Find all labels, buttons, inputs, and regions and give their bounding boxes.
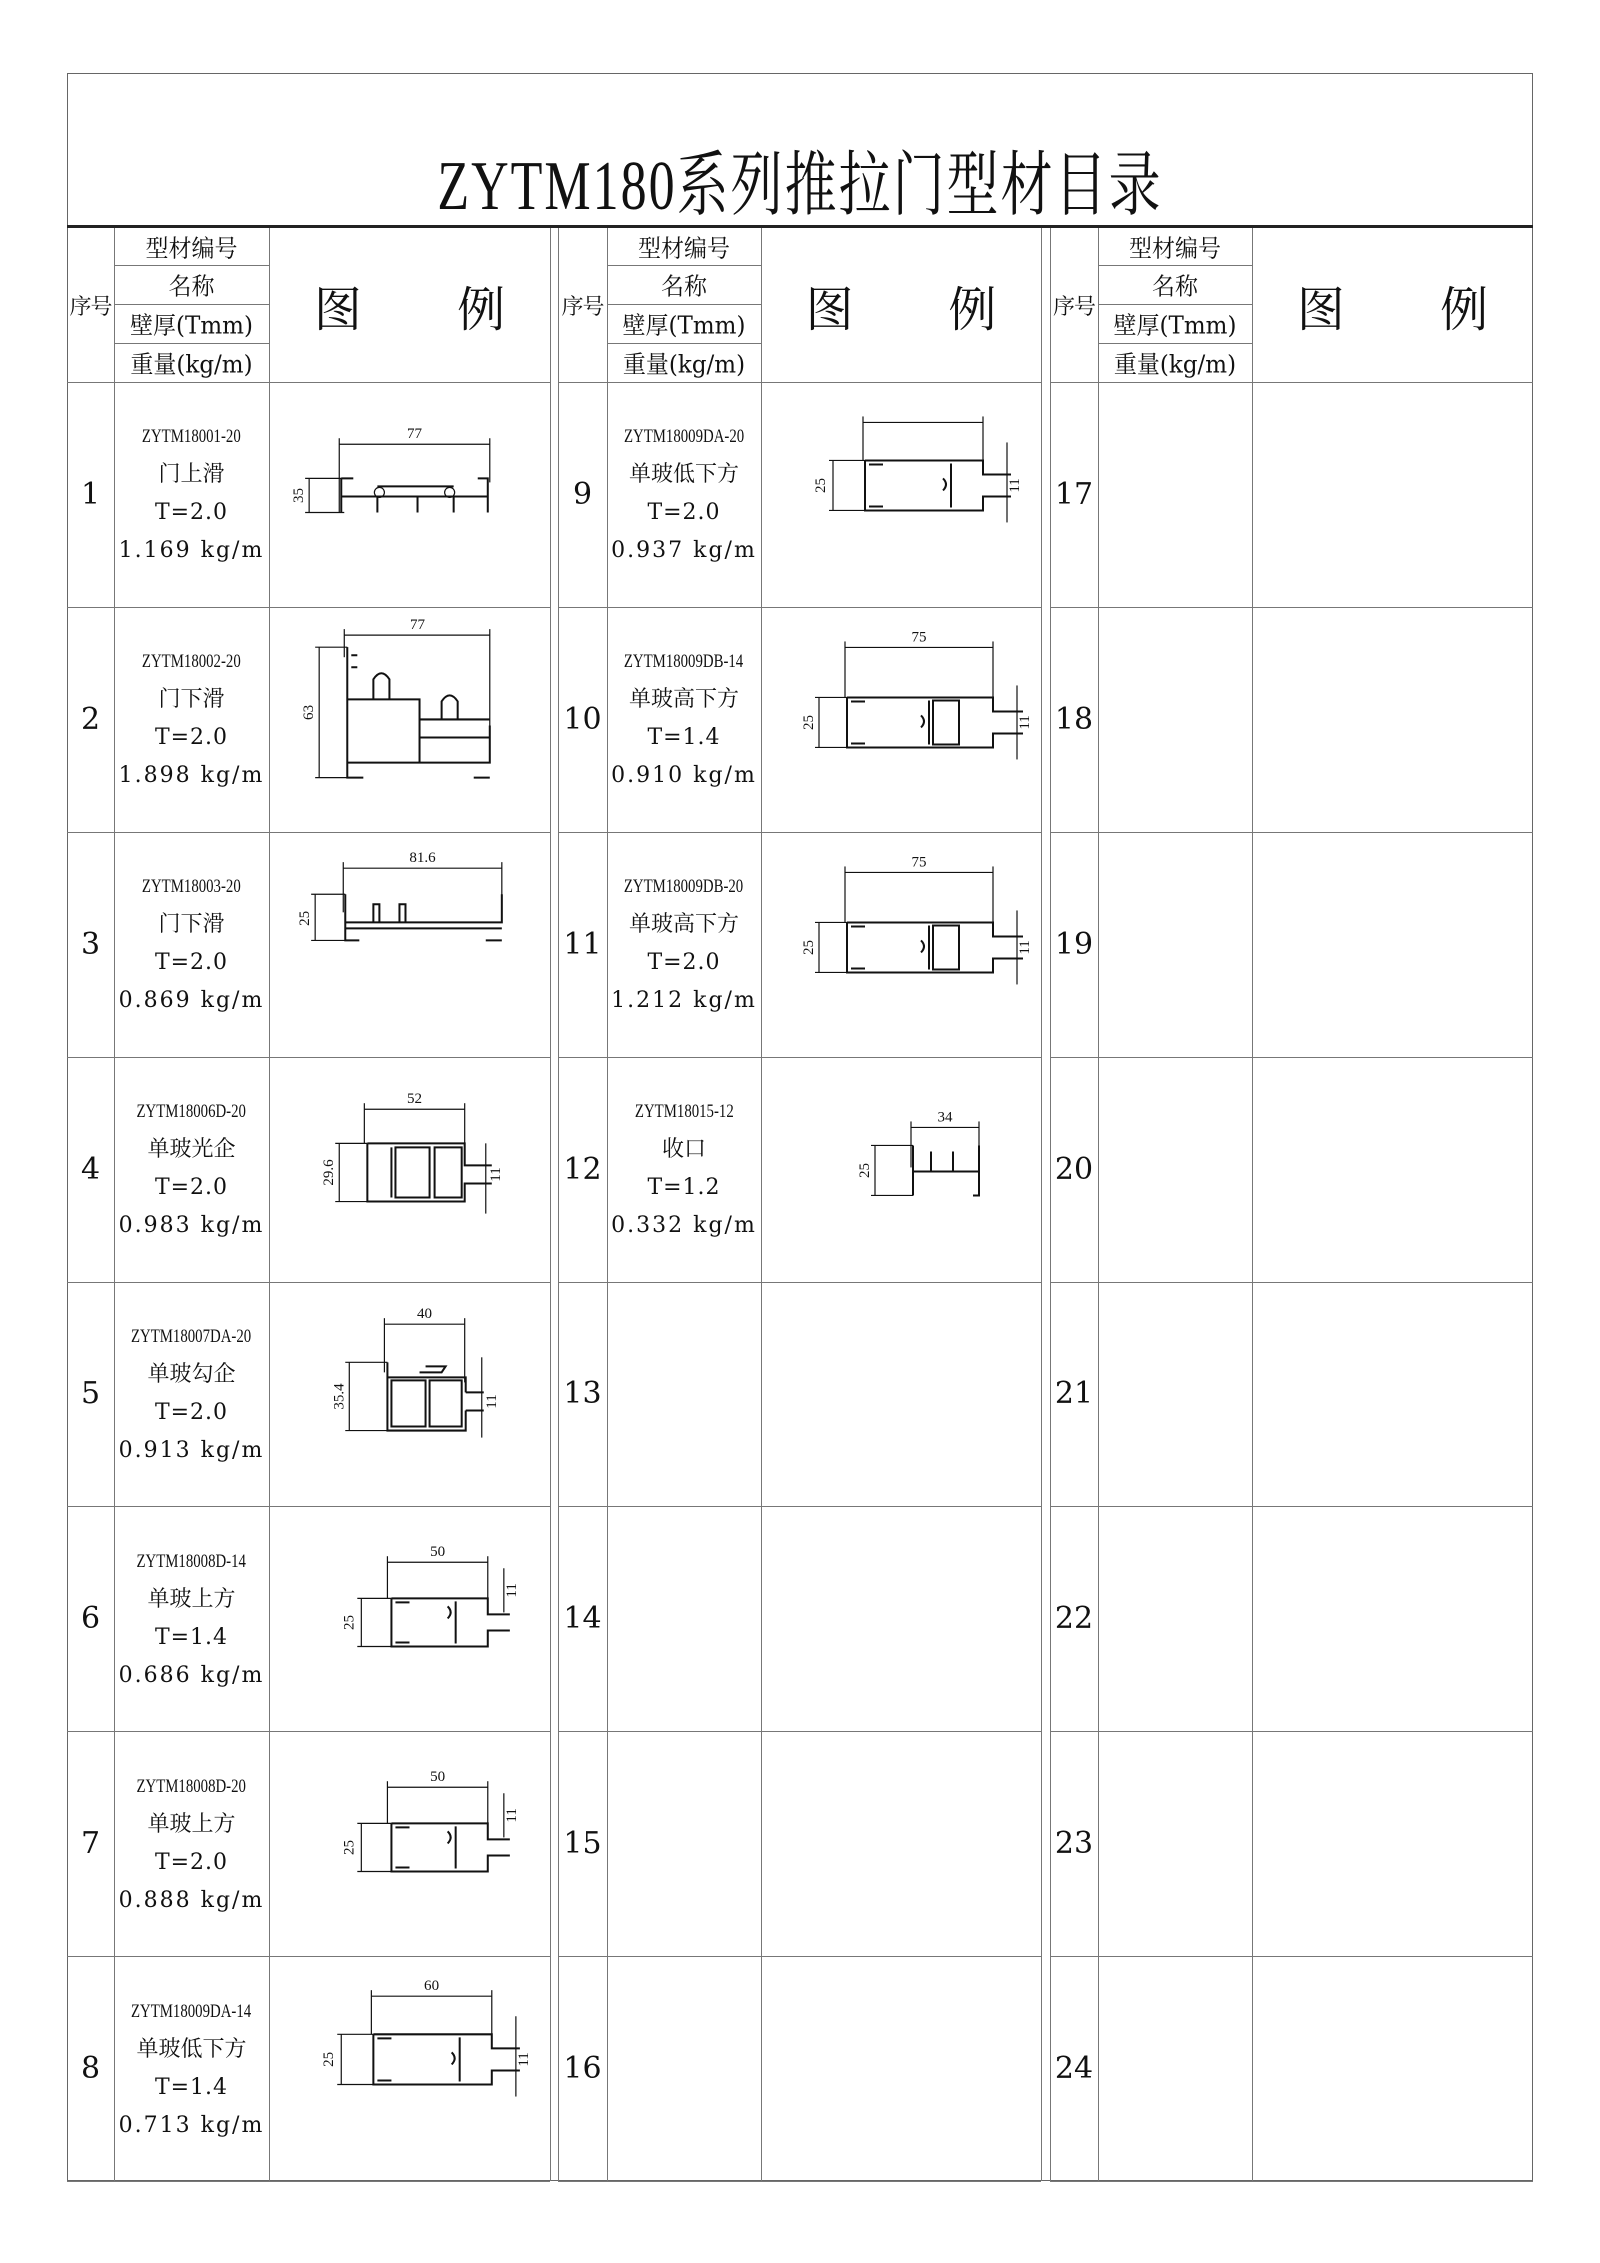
row-number: 8 xyxy=(80,2051,101,2087)
dimension-label: 34 xyxy=(937,1109,953,1126)
header-code: 型材编号 xyxy=(145,235,238,263)
profile-drawing xyxy=(1252,832,1533,1057)
profile-thickness: T=2.0 xyxy=(647,500,721,526)
profile-weight: 1.169 kg/m xyxy=(118,538,265,564)
dimension-label: 75 xyxy=(911,854,927,871)
profile-code: ZYTM18006D-20 xyxy=(136,1101,247,1123)
profile-drawing xyxy=(269,607,550,832)
profile-cross-section-icon xyxy=(269,1956,550,2181)
row-number: 23 xyxy=(1054,1826,1094,1862)
header-weight: 重量(kg/m) xyxy=(130,351,253,379)
profile-drawing xyxy=(1252,1956,1533,2181)
header-name: 名称 xyxy=(168,273,215,301)
dimension-label: 25 xyxy=(341,1615,358,1631)
profile-cross-section-icon xyxy=(269,382,550,607)
row-number: 11 xyxy=(563,926,602,962)
profile-code: ZYTM18002-20 xyxy=(142,651,241,673)
dimension-label: 50 xyxy=(430,1544,446,1561)
profile-info xyxy=(1098,1057,1252,1282)
profile-info xyxy=(607,1057,761,1282)
profile-info xyxy=(114,382,269,607)
profile-weight: 0.332 kg/m xyxy=(611,1213,757,1239)
profile-code: ZYTM18008D-20 xyxy=(136,1775,247,1797)
header-seq: 序号 xyxy=(1052,294,1095,320)
row-number: 1 xyxy=(80,476,101,512)
profile-info xyxy=(1098,832,1252,1057)
dimension-label: 11 xyxy=(487,1166,504,1182)
row-number: 20 xyxy=(1054,1151,1094,1187)
row-number: 21 xyxy=(1054,1376,1094,1412)
profile-info xyxy=(114,1282,269,1507)
profile-cross-section-icon xyxy=(761,1057,1041,1282)
row-number: 17 xyxy=(1054,476,1094,512)
profile-cross-section-icon xyxy=(269,1057,550,1282)
profile-weight: 0.913 kg/m xyxy=(118,1437,265,1463)
dimension-label: 11 xyxy=(1017,715,1033,730)
profile-name: 单玻上方 xyxy=(147,1586,236,1612)
profile-weight: 1.212 kg/m xyxy=(611,988,757,1014)
profile-thickness: T=2.0 xyxy=(154,725,229,751)
profile-thickness: T=2.0 xyxy=(647,950,721,976)
profile-name: 门下滑 xyxy=(158,687,225,713)
profile-drawing xyxy=(1252,1282,1533,1507)
header-thickness: 壁厚(Tmm) xyxy=(622,312,746,340)
profile-cross-section-icon xyxy=(761,382,1041,607)
profile-info xyxy=(114,832,269,1057)
profile-thickness: T=1.4 xyxy=(154,2074,229,2100)
profile-drawing xyxy=(761,832,1041,1057)
profile-name: 单玻高下方 xyxy=(628,687,739,713)
profile-info xyxy=(607,382,761,607)
dimension-label: 25 xyxy=(857,1162,873,1178)
profile-name: 单玻低下方 xyxy=(136,2036,247,2062)
profile-name: 单玻高下方 xyxy=(628,912,739,938)
dimension-label: 60 xyxy=(424,1978,440,1995)
dimension-label: 35 xyxy=(291,487,308,503)
row-number: 14 xyxy=(563,1601,602,1637)
profile-drawing xyxy=(269,1731,550,1956)
dimension-label: 25 xyxy=(341,1840,358,1856)
profile-name: 单玻上方 xyxy=(147,1811,236,1837)
header-thickness: 壁厚(Tmm) xyxy=(1113,312,1237,340)
row-number: 22 xyxy=(1054,1601,1094,1637)
row-number: 19 xyxy=(1054,926,1094,962)
profile-drawing xyxy=(1252,382,1533,607)
row-number: 3 xyxy=(80,926,101,962)
row-number: 12 xyxy=(563,1151,602,1187)
profile-info xyxy=(114,1057,269,1282)
profile-info xyxy=(1098,382,1252,607)
dimension-label: 81.6 xyxy=(409,849,436,866)
profile-code: ZYTM18009DA-20 xyxy=(623,426,745,448)
dimension-label: 25 xyxy=(813,477,829,493)
dimension-label: 25 xyxy=(801,714,817,730)
dimension-label: 11 xyxy=(483,1393,500,1409)
profile-drawing xyxy=(1252,607,1533,832)
profile-cross-section-icon xyxy=(269,832,550,1057)
profile-thickness: T=2.0 xyxy=(154,1175,229,1201)
profile-drawing xyxy=(761,1956,1041,2181)
row-line xyxy=(67,2181,550,2182)
profile-drawing xyxy=(761,1506,1041,1731)
profile-code: ZYTM18009DB-14 xyxy=(624,651,744,673)
profile-name: 收口 xyxy=(661,1137,706,1163)
header-code: 型材编号 xyxy=(638,235,730,263)
dimension-label: 25 xyxy=(801,939,817,955)
dimension-label: 11 xyxy=(503,1583,520,1598)
profile-weight: 0.937 kg/m xyxy=(611,538,757,564)
profile-weight: 0.713 kg/m xyxy=(118,2112,265,2138)
row-number: 9 xyxy=(572,476,593,512)
profile-info xyxy=(607,1956,761,2181)
row-number: 6 xyxy=(80,1601,101,1637)
profile-cross-section-icon xyxy=(269,607,550,832)
header-thickness: 壁厚(Tmm) xyxy=(130,312,253,340)
profile-info xyxy=(607,1282,761,1507)
dimension-label: 25 xyxy=(321,2052,338,2068)
row-number: 24 xyxy=(1054,2051,1094,2087)
profile-weight: 0.888 kg/m xyxy=(118,1887,265,1913)
row-number: 2 xyxy=(80,701,101,737)
profile-thickness: T=2.0 xyxy=(154,1399,229,1425)
profile-drawing xyxy=(761,382,1041,607)
profile-info xyxy=(1098,1282,1252,1507)
row-number: 13 xyxy=(563,1376,602,1412)
dimension-label: 77 xyxy=(410,616,426,633)
profile-info xyxy=(607,607,761,832)
profile-code: ZYTM18003-20 xyxy=(142,876,241,898)
dimension-label: 75 xyxy=(911,629,927,646)
profile-thickness: T=2.0 xyxy=(154,500,229,526)
profile-cross-section-icon xyxy=(761,607,1041,832)
profile-info xyxy=(607,1506,761,1731)
profile-cross-section-icon xyxy=(761,832,1041,1057)
profile-code: ZYTM18009DA-14 xyxy=(131,2000,252,2022)
profile-weight: 0.869 kg/m xyxy=(118,988,265,1014)
header-seq: 序号 xyxy=(561,294,604,320)
profile-info xyxy=(607,832,761,1057)
profile-thickness: T=1.4 xyxy=(154,1624,229,1650)
profile-code: ZYTM18009DB-20 xyxy=(624,876,744,898)
profile-drawing xyxy=(761,1731,1041,1956)
header-name: 名称 xyxy=(661,273,707,301)
profile-cross-section-icon xyxy=(269,1506,550,1731)
dimension-label: 52 xyxy=(406,1090,423,1107)
page-title: ZYTM180系列推拉门型材目录 xyxy=(437,148,1163,226)
profile-code: ZYTM18015-12 xyxy=(634,1101,734,1123)
profile-drawing xyxy=(1252,1057,1533,1282)
profile-drawing xyxy=(269,1956,550,2181)
profile-code: ZYTM18007DA-20 xyxy=(131,1325,252,1347)
dimension-label: 50 xyxy=(430,1769,446,1786)
profile-info xyxy=(114,1731,269,1956)
dimension-label: 11 xyxy=(1017,939,1033,955)
profile-cross-section-icon xyxy=(269,1731,550,1956)
profile-info xyxy=(1098,1956,1252,2181)
row-number: 18 xyxy=(1054,701,1094,737)
profile-code: ZYTM18001-20 xyxy=(142,426,241,448)
profile-info xyxy=(607,1731,761,1956)
profile-weight: 0.910 kg/m xyxy=(611,763,757,789)
header-legend-right: 例 xyxy=(457,281,506,338)
section-separator-line xyxy=(550,228,551,2181)
profile-thickness: T=1.4 xyxy=(647,725,721,751)
header-seq: 序号 xyxy=(69,294,112,320)
row-number: 15 xyxy=(563,1826,602,1862)
profile-thickness: T=2.0 xyxy=(154,950,229,976)
header-legend-right: 例 xyxy=(1440,281,1489,338)
profile-drawing xyxy=(1252,1506,1533,1731)
section-separator-line xyxy=(1041,228,1042,2181)
dimension-label: 77 xyxy=(406,426,423,443)
header-name: 名称 xyxy=(1152,273,1198,301)
row-number: 10 xyxy=(563,701,602,737)
profile-info xyxy=(1098,1731,1252,1956)
profile-name: 单玻低下方 xyxy=(628,462,739,488)
profile-drawing xyxy=(761,1282,1041,1507)
profile-drawing xyxy=(1252,1731,1533,1956)
dimension-label: 35.4 xyxy=(331,1382,348,1410)
row-line xyxy=(558,2181,1041,2182)
row-line xyxy=(1050,2181,1533,2182)
dimension-label: 11 xyxy=(503,1808,520,1823)
row-number: 7 xyxy=(80,1826,101,1862)
row-number: 4 xyxy=(80,1151,101,1187)
dimension-label: 11 xyxy=(515,2052,532,2067)
profile-name: 单玻勾企 xyxy=(147,1361,236,1387)
dimension-label: 11 xyxy=(1007,478,1023,493)
header-weight: 重量(kg/m) xyxy=(622,351,746,379)
profile-drawing xyxy=(269,1057,550,1282)
profile-name: 门下滑 xyxy=(158,912,225,938)
profile-drawing xyxy=(761,607,1041,832)
profile-info xyxy=(114,607,269,832)
profile-weight: 1.898 kg/m xyxy=(118,763,265,789)
profile-code: ZYTM18008D-14 xyxy=(136,1550,247,1572)
profile-weight: 0.686 kg/m xyxy=(118,1662,265,1688)
profile-info xyxy=(1098,607,1252,832)
dimension-label: 63 xyxy=(301,704,318,720)
title-band xyxy=(67,73,1533,228)
header-weight: 重量(kg/m) xyxy=(1113,351,1237,379)
dimension-label: 29.6 xyxy=(321,1158,338,1186)
profile-thickness: T=1.2 xyxy=(647,1175,721,1201)
dimension-label: 25 xyxy=(297,910,314,926)
header-legend-left: 图 xyxy=(1296,281,1345,338)
profile-drawing xyxy=(761,1057,1041,1282)
row-number: 5 xyxy=(80,1376,101,1412)
profile-weight: 0.983 kg/m xyxy=(118,1213,265,1239)
profile-drawing xyxy=(269,382,550,607)
profile-drawing xyxy=(269,1282,550,1507)
profile-info xyxy=(114,1506,269,1731)
profile-info xyxy=(1098,1506,1252,1731)
profile-drawing xyxy=(269,1506,550,1731)
profile-thickness: T=2.0 xyxy=(154,1849,229,1875)
header-code: 型材编号 xyxy=(1129,235,1221,263)
header-legend-left: 图 xyxy=(805,281,854,338)
profile-info xyxy=(114,1956,269,2181)
profile-name: 单玻光企 xyxy=(147,1137,236,1163)
profile-drawing xyxy=(269,832,550,1057)
row-number: 16 xyxy=(563,2051,602,2087)
header-legend-left: 图 xyxy=(313,281,362,338)
dimension-label: 40 xyxy=(417,1305,433,1322)
profile-name: 门上滑 xyxy=(158,462,225,488)
profile-cross-section-icon xyxy=(269,1282,550,1507)
header-legend-right: 例 xyxy=(948,281,997,338)
